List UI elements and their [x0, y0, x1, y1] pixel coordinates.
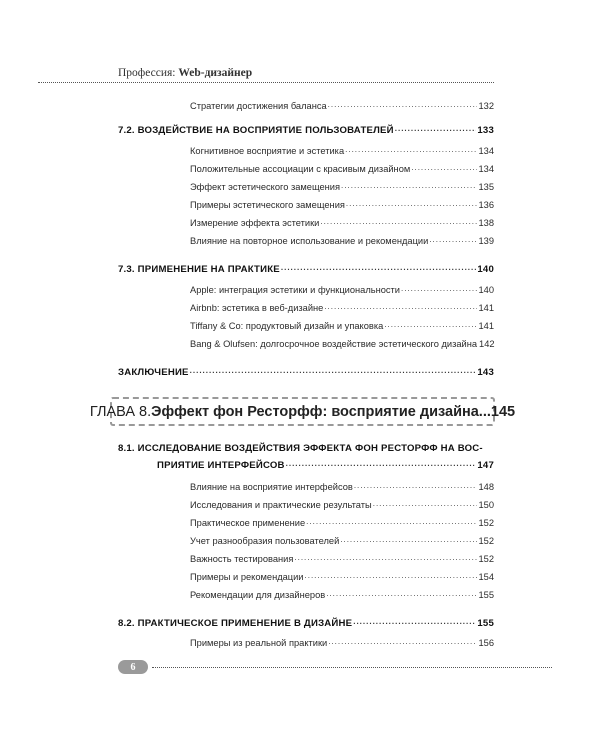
header-divider: [38, 82, 494, 83]
chapter-label: ГЛАВА 8.: [89, 403, 152, 420]
toc-entry[interactable]: Стратегии достижения баланса ..... 132: [190, 101, 494, 111]
toc-entry[interactable]: Airbnb: эстетика в веб-дизайне ..... 141: [190, 303, 494, 313]
chapter-title: Эффект фон Ресторфф: восприятие дизайна...145: [151, 403, 516, 420]
toc-section-7-3[interactable]: 7.3. ПРИМЕНЕНИЕ НА ПРАКТИКЕ ..... 140: [118, 264, 494, 275]
toc-entry[interactable]: Bang & Olufsen: долгосрочное воздействие эстетического дизайна 142: [190, 339, 495, 349]
toc-entry[interactable]: Tiffany & Co: продуктовый дизайн и упаковка ..... 141: [190, 321, 494, 331]
toc-entry[interactable]: Положительные ассоциации с красивым дизайном ..... 134: [190, 164, 494, 174]
toc-section-8-2[interactable]: 8.2. ПРАКТИЧЕСКОЕ ПРИМЕНЕНИЕ В ДИЗАЙНЕ ..... 155: [118, 618, 494, 629]
toc-section-8-1-line2[interactable]: ПРИЯТИЕ ИНТЕРФЕЙСОВ ..... 147: [157, 460, 494, 471]
toc-conclusion[interactable]: ЗАКЛЮЧЕНИЕ ..... 143: [118, 367, 494, 378]
toc-entry[interactable]: Примеры и рекомендации ..... 154: [190, 572, 494, 582]
toc-entry[interactable]: Практическое применение ..... 152: [190, 518, 494, 528]
toc-section-8-1-line1[interactable]: 8.1. ИССЛЕДОВАНИЕ ВОЗДЕЙСТВИЯ ЭФФЕКТА ФОН РЕСТОРФФ НА ВОС-: [118, 443, 483, 454]
toc-entry[interactable]: Важность тестирования ..... 152: [190, 554, 494, 564]
footer-divider: [152, 667, 552, 668]
header-title: Web-дизайнер: [178, 67, 253, 79]
toc-entry[interactable]: Исследования и практические результаты ..... 150: [190, 500, 494, 510]
toc-entry[interactable]: Эффект эстетического замещения ..... 135: [190, 182, 494, 192]
toc-entry[interactable]: Рекомендации для дизайнеров ..... 155: [190, 590, 494, 600]
toc-entry[interactable]: Влияние на восприятие интерфейсов ..... 148: [190, 482, 494, 492]
toc-entry[interactable]: Влияние на повторное использование и рекомендации ..... 139: [190, 236, 494, 246]
header-prefix: Профессия:: [118, 67, 179, 79]
toc-section-7-2[interactable]: 7.2. ВОЗДЕЙСТВИЕ НА ВОСПРИЯТИЕ ПОЛЬЗОВАТЕЛЕЙ ..... 133: [118, 125, 494, 136]
chapter-8-heading[interactable]: [89, 397, 516, 426]
toc-entry[interactable]: Примеры из реальной практики ..... 156: [190, 638, 494, 648]
toc-entry[interactable]: Учет разнообразия пользователей ..... 152: [190, 536, 494, 546]
page-number-badge: 6: [118, 660, 148, 674]
toc-entry[interactable]: Когнитивное восприятие и эстетика ..... 134: [190, 146, 494, 156]
toc-entry[interactable]: Измерение эффекта эстетики ..... 138: [190, 218, 494, 228]
toc-entry[interactable]: Примеры эстетического замещения ..... 136: [190, 200, 494, 210]
running-header: [118, 67, 252, 79]
toc-entry[interactable]: Apple: интеграция эстетики и функциональности ..... 140: [190, 285, 494, 295]
